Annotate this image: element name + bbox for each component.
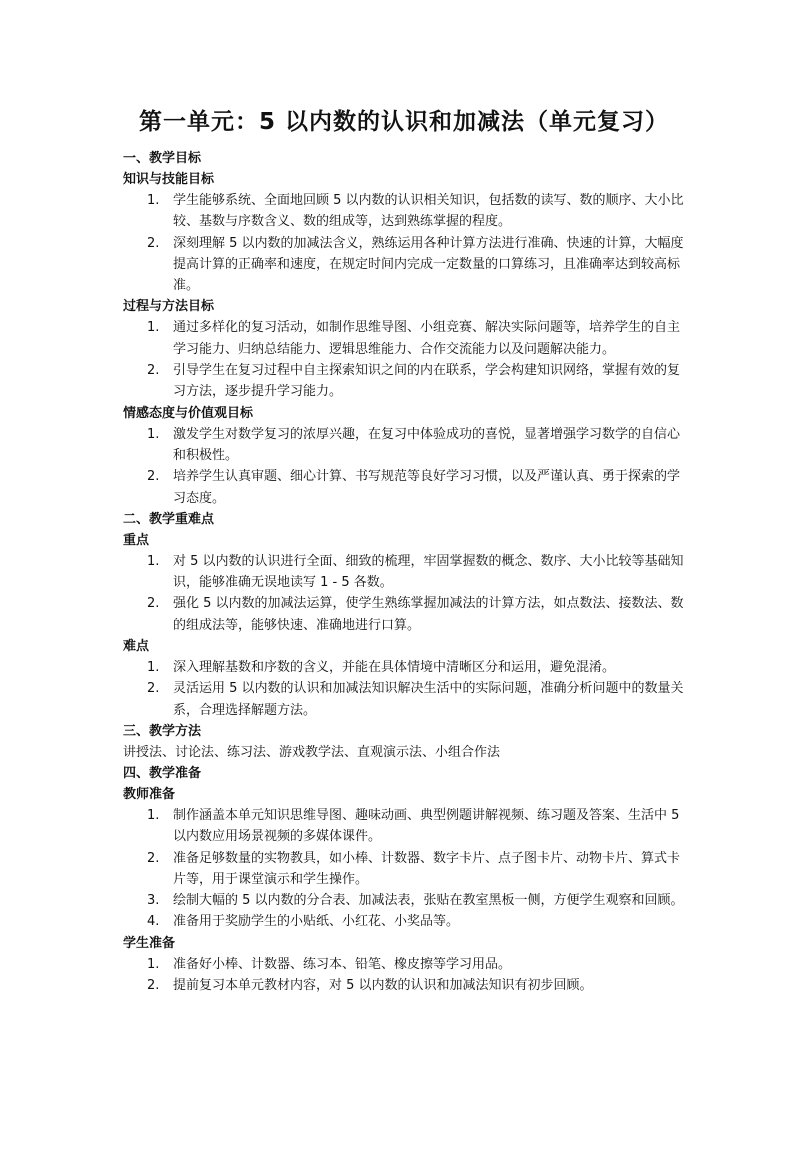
numbered-list xyxy=(123,954,685,997)
document-body xyxy=(123,148,685,996)
list-item-text: 灵活运用 5 以内数的认识和加减法知识解决生活中的实际问题，准确分析问题中的数量关系，合理选择解题方法。 xyxy=(173,681,684,718)
list-item-text: 制作涵盖本单元知识思维导图、趣味动画、典型例题讲解视频、练习题及答案、生活中 5 以内数应用场景视频的多媒体课件。 xyxy=(173,807,680,845)
numbered-list xyxy=(123,805,685,933)
list-item-text: 准备足够数量的实物教具，如小棒、计数器、数字卡片、点子图卡片、动物卡片、算式卡片等，用于课堂演示和学生操作。 xyxy=(173,850,681,887)
list-number: 2. xyxy=(147,469,160,485)
section-heading: 三、教学方法 xyxy=(123,723,202,739)
list-number: 1. xyxy=(147,956,160,972)
list-number: 4. xyxy=(147,914,160,930)
list-item xyxy=(123,466,685,509)
list-item xyxy=(123,360,685,403)
list-item xyxy=(123,678,685,721)
subsection-heading: 情感态度与价值观目标 xyxy=(123,405,254,421)
section-heading: 四、教学准备 xyxy=(123,765,202,781)
list-item-text: 培养学生认真审题、细心计算、书写规范等良好学习习惯，以及严谨认真、勇于探索的学习态度。 xyxy=(173,469,681,506)
list-item xyxy=(123,848,685,891)
list-item xyxy=(123,805,685,848)
list-item xyxy=(123,551,685,594)
section-heading: 一、教学目标 xyxy=(123,151,202,166)
list-number: 2. xyxy=(147,596,160,612)
list-item xyxy=(123,190,685,233)
numbered-list xyxy=(123,190,685,296)
list-item-text: 通过多样化的复习活动，如制作思维导图、小组竞赛、解决实际问题等，培养学生的自主学习能力、归纳总结能力、逻辑思维能力、合作交流能力以及问题解决能力。 xyxy=(173,320,681,357)
page-title: 第一单元：5 以内数的认识和加减法（单元复习） xyxy=(138,109,669,135)
list-item-text: 准备用于奖励学生的小贴纸、小红花、小奖品等。 xyxy=(173,914,460,930)
list-number: 3. xyxy=(147,893,160,909)
subsection-heading: 难点 xyxy=(123,639,150,655)
list-item-text: 绘制大幅的 5 以内数的分合表、加减法表，张贴在教室黑板一侧，方便学生观察和回顾。 xyxy=(173,893,684,909)
list-item-text: 深刻理解 5 以内数的加减法含义，熟练运用各种计算方法进行准确、快速的计算，大幅度提高计算的正确率和速度，在规定时间内完成一定数量的口算练习，且准确率达到较高标准。 xyxy=(173,235,684,294)
list-item-text: 提前复习本单元教材内容，对 5 以内数的认识和加减法知识有初步回顾。 xyxy=(173,978,593,994)
numbered-list xyxy=(123,551,685,636)
list-item xyxy=(123,911,685,932)
list-number: 2. xyxy=(147,235,160,251)
section-text: 讲授法、讨论法、练习法、游戏教学法、直观演示法、小组合作法 xyxy=(123,744,501,760)
list-item xyxy=(123,424,685,467)
list-number: 2. xyxy=(147,363,160,379)
section-heading: 二、教学重难点 xyxy=(123,511,215,527)
list-number: 2. xyxy=(147,978,160,994)
subsection-heading: 学生准备 xyxy=(123,935,176,951)
list-number: 1. xyxy=(147,553,160,569)
list-number: 1. xyxy=(147,426,160,442)
list-item-text: 学生能够系统、全面地回顾 5 以内数的认识相关知识，包括数的读写、数的顺序、大小比较、基数与序数含义、数的组成等，达到熟练掌握的程度。 xyxy=(173,193,684,230)
list-number: 1. xyxy=(147,193,160,208)
list-item xyxy=(123,657,685,678)
list-item-text: 准备好小棒、计数器、练习本、铅笔、橡皮擦等学习用品。 xyxy=(173,956,512,972)
subsection-heading: 过程与方法目标 xyxy=(123,299,215,315)
list-item-text: 激发学生对数学复习的浓厚兴趣，在复习中体验成功的喜悦，显著增强学习数学的自信心和积极性。 xyxy=(173,426,681,463)
list-number: 2. xyxy=(147,681,160,697)
list-number: 2. xyxy=(147,850,160,866)
list-number: 1. xyxy=(147,807,160,823)
list-item xyxy=(123,890,685,911)
list-item-text: 对 5 以内数的认识进行全面、细致的梳理，牢固掌握数的概念、数序、大小比较等基础知识，能够准确无误地读写 1 - 5 各数。 xyxy=(173,553,684,591)
subsection-heading: 知识与技能目标 xyxy=(123,172,215,187)
list-item xyxy=(123,233,685,297)
list-item xyxy=(123,975,685,996)
numbered-list xyxy=(123,657,685,721)
list-item-text: 强化 5 以内数的加减法运算，使学生熟练掌握加减法的计算方法，如点数法、接数法、数的组成法等，能够快速、准确地进行口算。 xyxy=(173,596,684,633)
subsection-heading: 重点 xyxy=(123,532,150,548)
list-item xyxy=(123,317,685,360)
list-item-text: 引导学生在复习过程中自主探索知识之间的内在联系，学会构建知识网络，掌握有效的复习方法，逐步提升学习能力。 xyxy=(173,363,681,400)
numbered-list xyxy=(123,424,685,509)
list-item-text: 深入理解基数和序数的含义，并能在具体情境中清晰区分和运用，避免混淆。 xyxy=(173,660,616,676)
subsection-heading: 教师准备 xyxy=(123,786,176,802)
list-item xyxy=(123,593,685,636)
numbered-list xyxy=(123,317,685,402)
list-number: 1. xyxy=(147,320,160,336)
list-item xyxy=(123,954,685,975)
list-number: 1. xyxy=(147,660,160,676)
